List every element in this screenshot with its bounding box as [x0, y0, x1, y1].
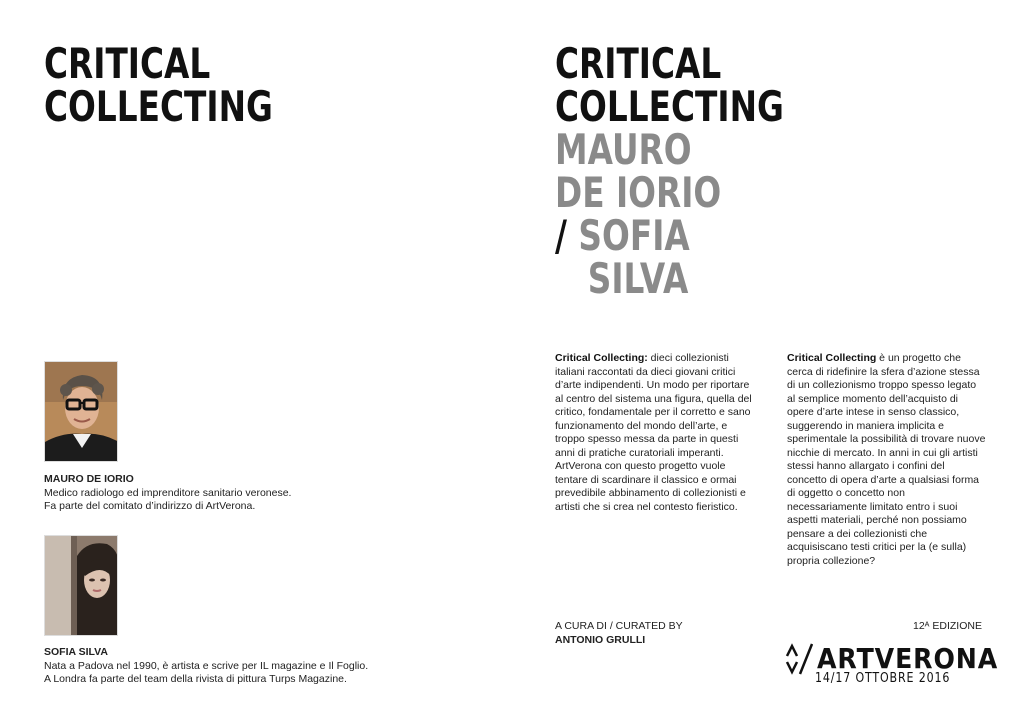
person-bio-line: A Londra fa parte del team della rivista di pittura Turps Magazine. — [44, 673, 347, 685]
left-title-line-2: COLLECTING — [44, 82, 273, 131]
description-text: è un progetto che cerca di ridefinire la sfera d’azione stessa di un collezionismo troppo spesso legato al semplice momento dell’acquisto di opere d’arte intese in senso classico, suggerendo in maniera implicita e sperimentale la possibilità di trovare nuove nicchie di mercato. In anni in cui gli artisti stessi hanno allargato i confini del concetto di opera d’arte a qualsiasi forma di oggetto o concetto non necessariamente limitato entro i suoi aspetti materiali, perché non possiamo pensare a dei collezionisti che acquisiscano testi critici per la (e sulla) propria collezione? — [787, 352, 986, 567]
author2-name-line-1: SOFIA — [578, 211, 690, 260]
left-title-line-1: CRITICAL — [44, 39, 211, 88]
author-name-line-2: DE IORIO — [555, 168, 722, 217]
person-bio-line: Fa parte del comitato d’indirizzo di ArtVerona. — [44, 500, 256, 512]
person-name: MAURO DE IORIO — [44, 473, 134, 485]
curator-name: ANTONIO GRULLI — [555, 633, 646, 646]
bio-sofia-silva — [44, 646, 368, 687]
person-bio-line: Medico radiologo ed imprenditore sanitario veronese. — [44, 486, 292, 499]
project-name-bold: Critical Collecting: — [555, 352, 648, 364]
curated-by-block — [555, 620, 683, 647]
author-name-line-1: MAURO — [555, 125, 692, 174]
edition-label: 12ᴬ EDIZIONE — [913, 620, 982, 632]
curated-by-label: A CURA DI / CURATED BY — [555, 620, 683, 632]
bio-mauro-de-iorio — [44, 473, 291, 514]
left-title — [44, 39, 273, 131]
portrait-sofia-silva — [44, 535, 118, 636]
person-name: SOFIA SILVA — [44, 646, 108, 658]
artverona-mark-icon — [785, 642, 813, 676]
description-text: dieci collezionisti italiani raccontati da dieci giovani critici d’arte indipendenti. Un modo per riportare al centro del sistema una figura, quella del critico, fondamentale per il corretto e sano funzionamento del mondo dell’arte, e troppo spesso messa da parte in questi anni di pratiche curatoriali imperanti. ArtVerona con questo progetto vuole tentare di scardinare il classico e ormai prevedibile abbinamento di collezionisti e artisti che si crea nel contesto fieristico. — [555, 352, 752, 513]
description-column-1 — [555, 352, 755, 514]
right-title — [555, 39, 784, 303]
portrait-mauro-de-iorio — [44, 361, 118, 462]
description-column-2 — [787, 352, 987, 568]
author2-name-line-2: SILVA — [587, 254, 689, 303]
person-bio-line: Nata a Padova nel 1990, è artista e scrive per IL magazine e Il Foglio. — [44, 659, 369, 672]
project-name-bold: Critical Collecting — [787, 352, 877, 364]
right-title-line-1: CRITICAL — [555, 39, 722, 88]
author-separator-slash: / — [555, 211, 567, 260]
logo-dates: 14/17 OTTOBRE 2016 — [815, 671, 951, 686]
right-title-line-2: COLLECTING — [555, 82, 784, 131]
logo-wordmark: ARTVERONA — [817, 642, 999, 675]
